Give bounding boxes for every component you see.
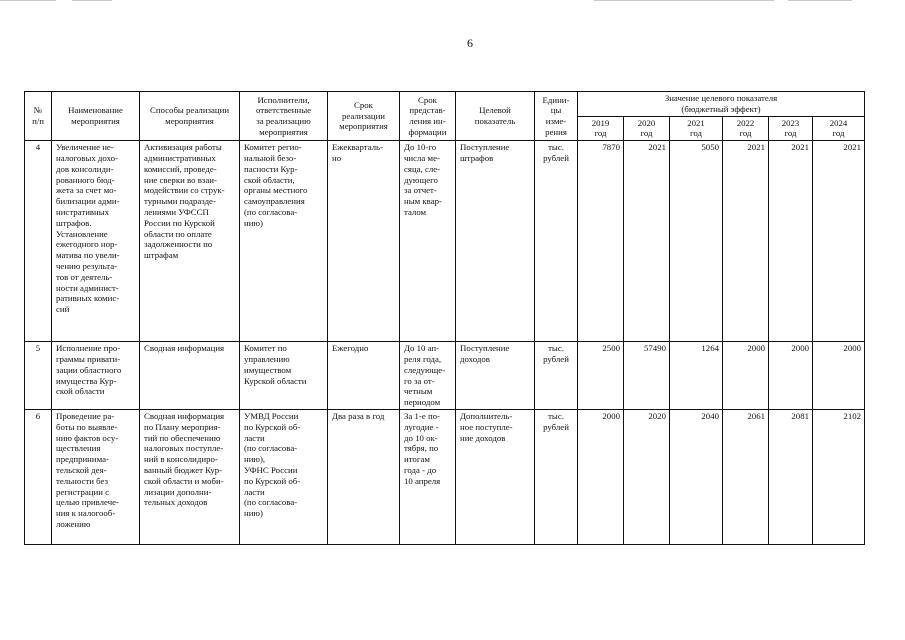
row-measure-name: Проведение ра- боты по выявле- нию фактов осу- ществления предпринима- тельской дея- тельности без регистрации с целью привлече- ния к налогооб- ложению [52,409,140,544]
row-deadline: Ежегодно [328,342,400,410]
row-value-2022: 2000 [723,342,769,410]
row-report-deadline: До 10-го числа ме- сяца, сле- дующего за отчет- ным квар- талом [400,141,456,342]
row-value-2022: 2021 [723,141,769,342]
header-year: 2023 год [769,116,813,141]
table-row [25,342,865,410]
row-deadline: Два раза в год [328,409,400,544]
row-methods: Активизация работы административных комиссий, проведе- ние сверки во взаи- модействии со струк- турными подразде- лениями УФССП России по Курской области по оплате задолженности по штрафам [140,141,240,342]
row-unit: тыс. рублей [535,342,578,410]
header-year: 2022 год [723,116,769,141]
row-value-2023: 2000 [769,342,813,410]
row-indicator: Дополнитель- ное поступле- ние доходов [456,409,535,544]
row-executors: Комитет по управлению имуществом Курской области [240,342,328,410]
header-num: № п/п [25,92,52,141]
row-methods: Сводная информация по Плану мероприя- тий по обеспечению налоговых поступле- ний в консолидиро- ванный бюджет Кур- ской области и моби- лизации дополни- тельных доходов [140,409,240,544]
table-row [25,141,865,342]
row-value-2024: 2102 [813,409,865,544]
row-value-2021: 5050 [670,141,723,342]
header-year: 2019 год [578,116,624,141]
row-indicator: Поступление доходов [456,342,535,410]
row-num: 4 [25,141,52,342]
row-measure-name: Увеличение не- налоговых дохо- дов консолиди- рованного бюд- жета за счет мо- билизации адми- нистративных штрафов. Установление ежегодного нор- матива по увели- чению результа- тов от деятель- ности админист- ративных комис- сий [52,141,140,342]
header-row [25,92,865,117]
header-deadline: Срок реализации мероприятия [328,92,400,141]
row-executors: Комитет регио- нальной безо- пасности Кур- ской области, органы местного самоуправления (по согласова- нию) [240,141,328,342]
row-indicator: Поступление штрафов [456,141,535,342]
header-year: 2020 год [624,116,670,141]
header-indicator: Целевой показатель [456,92,535,141]
row-unit: тыс. рублей [535,409,578,544]
row-unit: тыс. рублей [535,141,578,342]
row-value-2020: 2020 [624,409,670,544]
row-value-2023: 2081 [769,409,813,544]
row-value-2019: 2500 [578,342,624,410]
header-year: 2021 год [670,116,723,141]
header-name: Наименование мероприятия [52,92,140,141]
row-report-deadline: До 10 ап- реля года, следующе- го за от- четным периодом [400,342,456,410]
row-num: 5 [25,342,52,410]
row-value-2020: 57490 [624,342,670,410]
row-value-2020: 2021 [624,141,670,342]
row-value-2024: 2000 [813,342,865,410]
page-number: 6 [467,36,473,50]
row-value-2024: 2021 [813,141,865,342]
header-unit: Едини- цы изме- рения [535,92,578,141]
row-value-2019: 2000 [578,409,624,544]
table-row [25,409,865,544]
header-target-value: Значение целевого показателя (бюджетный эффект) [578,92,865,117]
header-report-deadline: Срок представ- ления ин- формации [400,92,456,141]
row-value-2021: 2040 [670,409,723,544]
header-executors: Исполнители, ответственные за реализацию мероприятия [240,92,328,141]
row-value-2019: 7870 [578,141,624,342]
row-methods: Сводная информация [140,342,240,410]
header-year: 2024 год [813,116,865,141]
scan-top-edge [0,0,905,3]
row-report-deadline: За 1-е по- лугодие - до 10 ок- тября, по итогам года - до 10 апреля [400,409,456,544]
row-deadline: Ежекварталь- но [328,141,400,342]
row-value-2021: 1264 [670,342,723,410]
row-measure-name: Исполнение про- граммы привати- зации областного имущества Кур- ской области [52,342,140,410]
measures-table [24,91,865,545]
row-num: 6 [25,409,52,544]
header-methods: Способы реализации мероприятия [140,92,240,141]
row-value-2023: 2021 [769,141,813,342]
row-executors: УМВД России по Курской об- ласти (по согласова- нию), УФНС России по Курской об- ласти (по согласова- нию) [240,409,328,544]
row-value-2022: 2061 [723,409,769,544]
